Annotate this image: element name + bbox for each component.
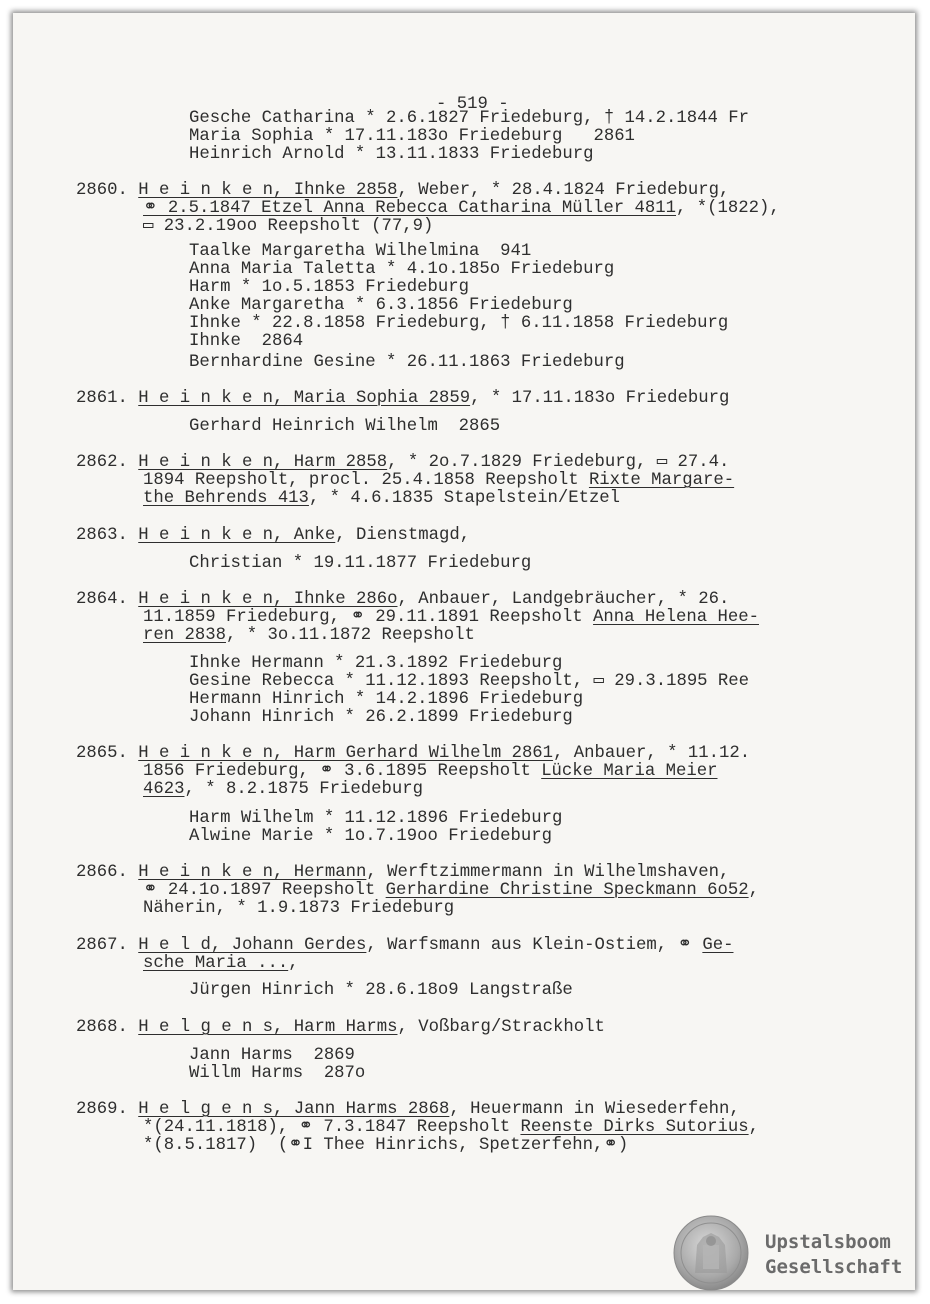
text-line [189, 297, 573, 315]
underlined-name: the Behrends 413 [143, 489, 309, 508]
line-text: Harm Wilhelm * 11.12.1896 Friedeburg [189, 809, 563, 828]
line-text: , Weber, * 28.4.1824 Friedeburg, [397, 181, 730, 200]
line-text: 2861. [76, 389, 139, 408]
text-line [76, 454, 729, 472]
line-text: 2862. [76, 453, 139, 472]
text-line [143, 955, 299, 973]
underlined-name: Anna Helena Hee- [593, 608, 759, 627]
line-text: ⚭ 24.1o.1897 Reepsholt [143, 881, 386, 900]
text-line [143, 763, 718, 781]
text-line [76, 745, 750, 763]
line-text: 2868. [76, 1018, 139, 1037]
line-text: Anke Margaretha * 6.3.1856 Friedeburg [189, 296, 573, 315]
text-line [189, 261, 614, 279]
text-line [189, 128, 635, 146]
line-text: *(24.11.1818), ⚭ 7.3.1847 Reepsholt [143, 1118, 521, 1137]
line-text: 2867. [76, 936, 139, 955]
line-text: , Anbauer, Landgebräucher, * 26. [397, 590, 730, 609]
line-text: Bernhardine Gesine * 26.11.1863 Friedeburg [189, 353, 625, 372]
text-line [189, 243, 531, 261]
underlined-name: H e i n k e n, Harm 2858 [138, 453, 388, 472]
underlined-name: Reenste Dirks Sutorius [520, 1118, 749, 1137]
document-page [13, 13, 915, 1290]
text-line [189, 828, 552, 846]
line-text: Willm Harms 287o [189, 1064, 366, 1083]
text-line [76, 527, 470, 545]
line-text: 2860. [76, 181, 139, 200]
line-text: Heinrich Arnold * 13.11.1833 Friedeburg [189, 145, 594, 164]
line-text: Christian * 19.11.1877 Friedeburg [189, 554, 532, 573]
line-text: , [748, 1118, 759, 1137]
page-number: - 519 - [436, 95, 509, 114]
underlined-name: Rixte Margare- [588, 471, 735, 490]
text-line [76, 390, 729, 408]
text-line [189, 1065, 365, 1083]
text-line [189, 418, 500, 436]
text-line [189, 810, 562, 828]
seal-icon [673, 1215, 749, 1291]
line-text: Gerhard Heinrich Wilhelm 2865 [189, 417, 501, 436]
text-line [143, 882, 759, 900]
text-line [189, 555, 531, 573]
text-line [189, 691, 583, 709]
line-text: , Heuermann in Wiesederfehn, [449, 1100, 740, 1119]
line-text: , [288, 954, 299, 973]
line-text: , * 3o.11.1872 Reepsholt [225, 626, 475, 645]
line-text: *(8.5.1817) (⚭I Thee Hinrichs, Spetzerfehn,⚭) [143, 1136, 629, 1155]
underlined-name: H e i n k e n, Maria Sophia 2859 [138, 389, 471, 408]
logo-line-2: Gesellschaft [765, 1256, 903, 1278]
line-text: Näherin, * 1.9.1873 Friedeburg [143, 899, 455, 918]
line-text: , [748, 881, 759, 900]
text-line [143, 609, 759, 627]
text-line [189, 655, 562, 673]
underlined-name: ren 2838 [143, 626, 226, 645]
text-line [143, 1137, 628, 1155]
underlined-name: Ge- [702, 936, 734, 955]
text-line [76, 937, 733, 955]
line-text: Harm * 1o.5.1853 Friedeburg [189, 278, 470, 297]
underlined-name: H e i n k e n, Harm Gerhard Wilhelm 2861 [138, 744, 554, 763]
line-text: Ihnke * 22.8.1858 Friedeburg, † 6.11.1858 Friedeburg [189, 314, 729, 333]
text-line [189, 354, 625, 372]
line-text: Maria Sophia * 17.11.183o Friedeburg 2861 [189, 127, 635, 146]
underlined-name: 4623 [143, 780, 185, 799]
line-text: Johann Hinrich * 26.2.1899 Friedeburg [189, 708, 573, 727]
text-line [143, 781, 423, 799]
line-text: , Werftzimmermann in Wilhelmshaven, [366, 863, 730, 882]
logo-line-1: Upstalsboom [765, 1231, 891, 1253]
underlined-name: H e l d, Johann Gerdes [138, 936, 367, 955]
line-text: , Anbauer, * 11.12. [553, 744, 751, 763]
underlined-name: H e i n k e n, Ihnke 286o [138, 590, 398, 609]
text-line [76, 1019, 605, 1037]
line-text: Gesche Catharina * 2.6.1827 Friedeburg, † 14.2.1844 Fr [189, 109, 750, 128]
text-line [76, 1101, 740, 1119]
line-text: 1894 Reepsholt, procl. 25.4.1858 Reepsholt [143, 471, 589, 490]
text-line [76, 591, 729, 609]
text-line [189, 673, 749, 691]
line-text: Taalke Margaretha Wilhelmina 941 [189, 242, 532, 261]
text-line [189, 315, 728, 333]
underlined-name: H e i n k e n, Anke [138, 526, 336, 545]
underlined-name: ⚭ 2.5.1847 Etzel Anna Rebecca Catharina Müller 4811 [143, 199, 677, 218]
text-line [143, 490, 620, 508]
line-text: , Voßbarg/Strackholt [397, 1018, 605, 1037]
line-text: 1856 Friedeburg, ⚭ 3.6.1895 Reepsholt [143, 762, 542, 781]
line-text: Gesine Rebecca * 11.12.1893 Reepsholt, ▭ 29.3.1895 Ree [189, 672, 750, 691]
text-line [189, 709, 573, 727]
line-text: Jürgen Hinrich * 28.6.18o9 Langstraße [189, 981, 573, 1000]
text-line [189, 1047, 355, 1065]
line-text: 2865. [76, 744, 139, 763]
underlined-name: H e l g e n s, Harm Harms [138, 1018, 398, 1037]
underlined-name: H e l g e n s, Jann Harms 2868 [138, 1100, 450, 1119]
text-line [143, 472, 734, 490]
text-line [143, 900, 454, 918]
line-text: Hermann Hinrich * 14.2.1896 Friedeburg [189, 690, 584, 709]
line-text: Ihnke 2864 [189, 332, 304, 351]
text-line [76, 864, 729, 882]
line-text: Jann Harms 2869 [189, 1046, 355, 1065]
line-text: , * 8.2.1875 Friedeburg [184, 780, 424, 799]
text-line [189, 982, 573, 1000]
text-line [76, 182, 729, 200]
line-text: Alwine Marie * 1o.7.19oo Friedeburg [189, 827, 552, 846]
text-line [143, 1119, 759, 1137]
text-line [189, 110, 749, 128]
underlined-name: Lücke Maria Meier [541, 762, 718, 781]
logo-text [765, 1230, 902, 1280]
line-text: 11.1859 Friedeburg, ⚭ 29.11.1891 Reepsholt [143, 608, 594, 627]
line-text: 2864. [76, 590, 139, 609]
line-text: , * 4.6.1835 Stapelstein/Etzel [308, 489, 621, 508]
line-text: , * 17.11.183o Friedeburg [470, 389, 730, 408]
line-text: Ihnke Hermann * 21.3.1892 Friedeburg [189, 654, 563, 673]
line-text: 2863. [76, 526, 139, 545]
underlined-name: sche Maria ... [143, 954, 289, 973]
text-line [143, 627, 475, 645]
line-text: 2869. [76, 1100, 139, 1119]
line-text: 2866. [76, 863, 139, 882]
text-line [189, 279, 469, 297]
text-line [143, 200, 780, 218]
underlined-name: H e i n k e n, Hermann [138, 863, 367, 882]
line-text: ▭ 23.2.19oo Reepsholt (77,9) [143, 217, 434, 236]
text-line [189, 333, 303, 351]
line-text: , Warfsmann aus Klein-Ostiem, ⚭ [366, 936, 703, 955]
underlined-name: H e i n k e n, Ihnke 2858 [138, 181, 398, 200]
line-text: , * 2o.7.1829 Friedeburg, ▭ 27.4. [387, 453, 730, 472]
underlined-name: Gerhardine Christine Speckmann 6o52 [385, 881, 749, 900]
line-text: Anna Maria Taletta * 4.1o.185o Friedeburg [189, 260, 615, 279]
line-text: , Dienstmagd, [335, 526, 471, 545]
text-line [189, 146, 593, 164]
line-text: , *(1822), [676, 199, 780, 218]
text-line [143, 218, 433, 236]
